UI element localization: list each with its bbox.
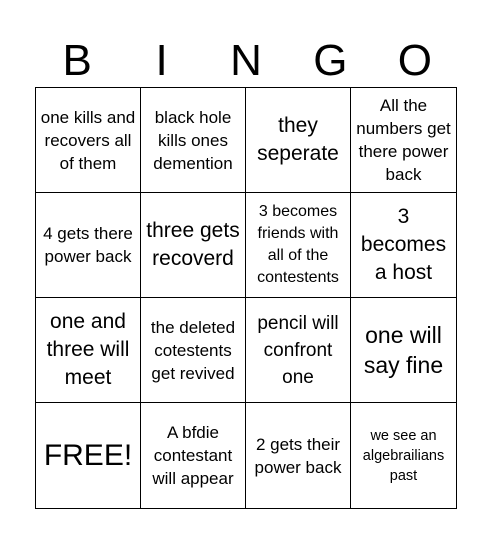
bingo-cell[interactable]: one and three will meet: [36, 298, 141, 403]
header-letter-b: B: [62, 36, 92, 85]
header-letter-n: N: [230, 36, 262, 85]
bingo-cell[interactable]: three gets recoverd: [141, 193, 246, 298]
bingo-cell[interactable]: one will say fine: [351, 298, 456, 403]
bingo-cell[interactable]: black hole kills ones demention: [141, 88, 246, 193]
bingo-cell[interactable]: one kills and recovers all of them: [36, 88, 141, 193]
bingo-cell[interactable]: we see an algebrailians past: [362, 427, 445, 484]
bingo-cell[interactable]: pencil will confront one: [246, 298, 351, 403]
bingo-cell[interactable]: they seperate: [246, 88, 351, 193]
header-letter-o: O: [397, 36, 432, 85]
header-letter-i: I: [155, 36, 168, 85]
bingo-header: [35, 32, 457, 90]
header-letter-g: G: [313, 36, 348, 85]
bingo-cell[interactable]: A bfdie contestant will appear: [141, 403, 246, 508]
bingo-cell[interactable]: 4 gets there power back: [36, 193, 141, 298]
bingo-cell[interactable]: 3 becomes friends with all of the contestents: [246, 193, 351, 298]
bingo-cell[interactable]: 3 becomes a host: [351, 193, 456, 298]
bingo-cell-free[interactable]: FREE!: [36, 403, 141, 508]
bingo-cell[interactable]: All the numbers get there power back: [351, 88, 456, 193]
bingo-card: [35, 87, 457, 509]
bingo-cell[interactable]: 2 gets their power back: [246, 403, 351, 508]
bingo-cell[interactable]: the deleted cotestents get revived: [141, 298, 246, 403]
